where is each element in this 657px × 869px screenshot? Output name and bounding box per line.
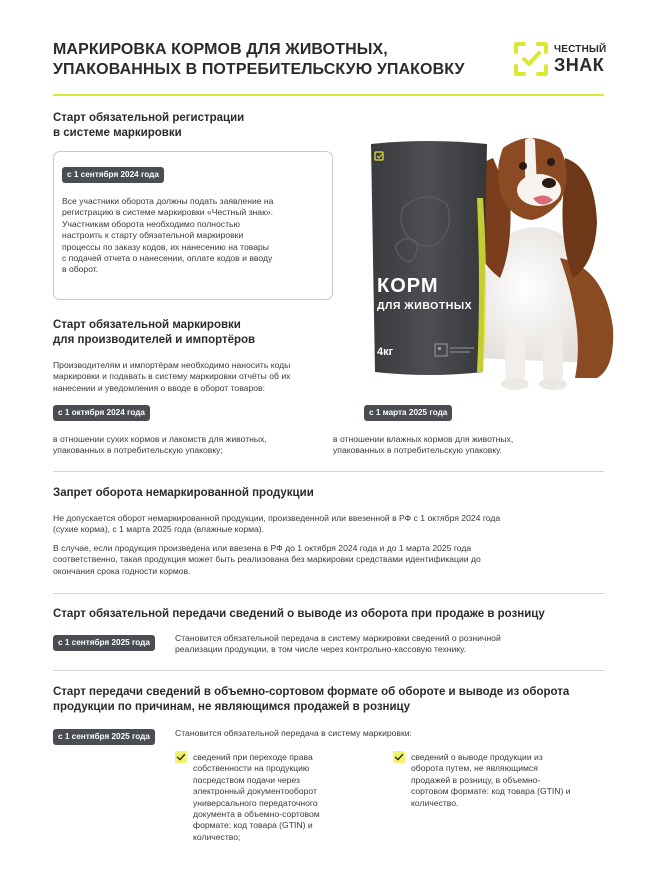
retail-date-badge: с 1 сентября 2025 года [53,635,155,651]
chestny-znak-logo [512,38,612,80]
section3-paragraph-1: Не допускается оборот немаркированной продукции, произведенной или ввезенной в РФ с 1 октября 2024 года (сухие корма), с 1 марта 2025 года (влажные корма). [53,513,501,535]
section4-title: Старт обязательной передачи сведений о выводе из оборота при продаже в розницу [53,608,545,620]
divider-1 [53,471,604,472]
logo-text-bottom: ЗНАК [554,55,605,75]
product-illustration [355,128,617,390]
section1-title: Старт обязательной регистрации в системе маркировки [53,112,245,139]
wet-feed-date-badge: с 1 марта 2025 года [364,405,452,421]
dry-feed-date-badge: с 1 октября 2024 года [53,405,150,421]
check-icon [175,751,187,763]
bag-title-line-2: ДЛЯ ЖИВОТНЫХ [377,300,473,312]
section3-paragraph-2: В случае, если продукция произведена или ввезена в РФ до 1 октября 2024 года и до 1 марта 2025 года соответственно, такая продукция может быть реализована без маркировки средствами идентификации до окончания срока годности кормов. [53,543,481,576]
divider-3 [53,670,604,671]
bag-title-line-1: КОРМ [377,275,439,297]
check-icon [393,751,405,763]
logo-mark-icon [512,40,550,78]
bulk-format-date-badge: с 1 сентября 2025 года [53,729,155,745]
dry-feed-text: в отношении сухих кормов и лакомств для животных, упакованных в потребительскую упаковку; [53,434,267,456]
section2-title: Старт обязательной маркировки для производителей и импортёров [53,319,256,346]
feed-bag-illustration [365,138,493,378]
page-title-line-2: УПАКОВАННЫХ В ПОТРЕБИТЕЛЬСКУЮ УПАКОВКУ [53,61,465,78]
ownership-transfer-text: сведений при переходе права собственности на продукцию посредством подачи через электронный документооборот универсального передаточного документа в объемно-сортовом формате: код товара (GTIN) и количество; [193,752,320,842]
non-retail-withdrawal-text: сведений о выводе продукции из оборота путем, не являющимся продажей в розницу, в объемно- сортовом формате: код товара (GTIN) и количество. [411,752,571,808]
section3-title: Запрет оборота немаркированной продукции [53,487,314,499]
logo-text-top: ЧЕСТНЫЙ [554,44,607,55]
bulk-format-intro: Становится обязательной передача в систему маркировки: [175,728,412,738]
wet-feed-text: в отношении влажных кормов для животных, упакованных в потребительскую упаковку. [333,434,514,456]
registration-date-badge: с 1 сентября 2024 года [62,167,164,183]
page-title [53,40,493,80]
retail-text: Становится обязательной передача в систему маркировки сведений о розничной реализации продукции, в том числе через контрольно-кассовую технику. [175,633,501,655]
divider-2 [53,593,604,594]
header-divider [53,94,604,96]
section5-title: Старт передачи сведений в объемно-сортовом формате об обороте и выводе из оборота продукции по причинам, не являющимся продажей в розницу [53,686,570,713]
section2-intro: Производителям и импортёрам необходимо наносить коды маркировки и подавать в систему маркировки отчёты об их нанесении и уведомления о вводе в оборот товаров: [53,360,291,393]
bag-weight: 4кг [377,346,394,358]
page-title-line-1: МАРКИРОВКА КОРМОВ ДЛЯ ЖИВОТНЫХ, [53,41,388,58]
registration-text: Все участники оборота должны подать заявление на регистрацию в системе маркировки «Честный знак». Участникам оборота необходимо полностью настроить к старту обязательной маркировки процессы по заказу кодов, их нанесению на товары с подачей отчета о нанесении, оплате кодов и вводу в оборот. [62,196,274,275]
